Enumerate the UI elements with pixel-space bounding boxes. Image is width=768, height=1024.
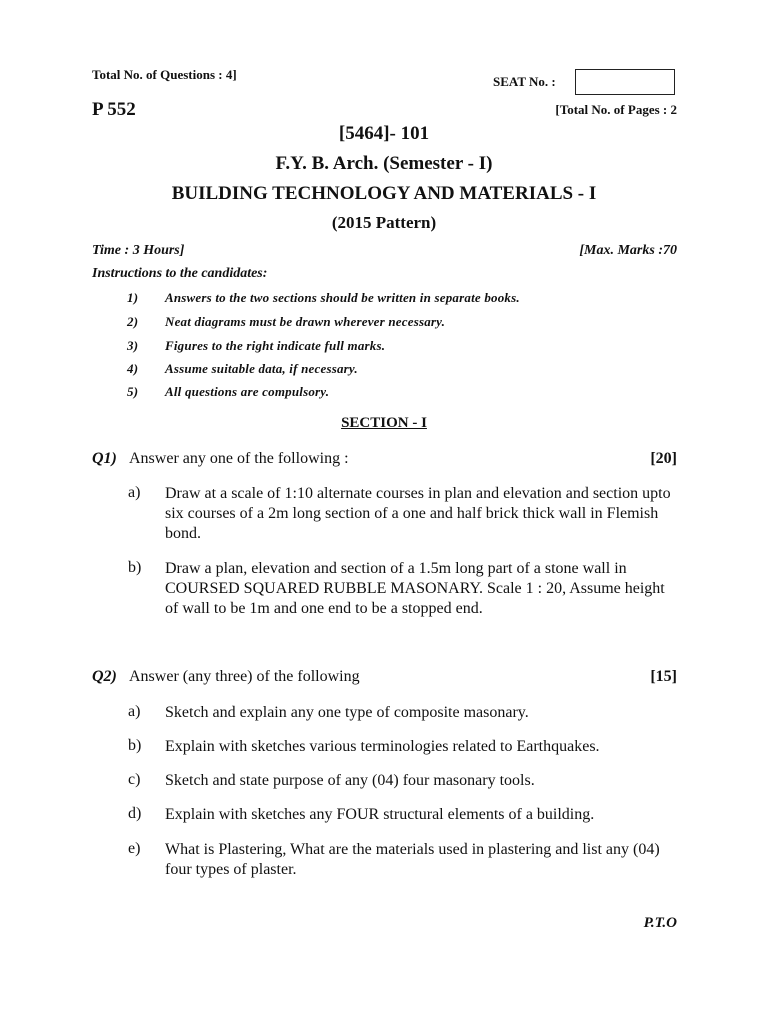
- seat-number-box: [575, 69, 675, 95]
- part-text: Explain with sketches any FOUR structural elements of a building.: [165, 806, 595, 823]
- instruction-text: Neat diagrams must be drawn wherever necessary.: [165, 314, 446, 329]
- seat-label: SEAT No. :: [493, 74, 556, 89]
- question-prompt: Answer (any three) of the following: [129, 668, 360, 685]
- part-label: a): [128, 703, 141, 720]
- time-allowed: Time : 3 Hours]: [92, 243, 185, 258]
- part-text: What is Plastering, What are the materials used in plastering and list any (04) four types of plaster.: [165, 841, 660, 878]
- part-label: b): [128, 737, 142, 754]
- part-label: b): [128, 559, 142, 576]
- section-heading: SECTION - I: [341, 415, 427, 431]
- instruction-text: All questions are compulsory.: [165, 384, 330, 399]
- instruction-number: 4): [127, 361, 139, 376]
- instructions-heading: Instructions to the candidates:: [92, 266, 268, 281]
- part-text: Draw at a scale of 1:10 alternate courses in plan and elevation and section upto six courses of a 2m long section of a one and half brick thick wall in Flemish bond.: [165, 485, 671, 542]
- part-text: Sketch and explain any one type of composite masonary.: [165, 704, 529, 721]
- part-text: Sketch and state purpose of any (04) four masonary tools.: [165, 772, 535, 789]
- page-turn-note: P.T.O: [643, 915, 677, 931]
- part-label: c): [128, 771, 141, 788]
- question-marks: [20]: [650, 450, 677, 467]
- pattern-label: (2015 Pattern): [331, 213, 437, 232]
- part-label: d): [128, 805, 142, 822]
- question-number: Q2): [92, 668, 117, 685]
- instruction-number: 1): [127, 290, 139, 305]
- question-marks: [15]: [650, 668, 677, 685]
- instruction-text: Figures to the right indicate full marks.: [165, 338, 386, 353]
- exam-code: [5464]- 101: [338, 123, 430, 144]
- paper-code: P 552: [92, 99, 136, 120]
- instruction-number: 2): [127, 314, 139, 329]
- total-questions: Total No. of Questions : 4]: [92, 67, 237, 82]
- subject-title: BUILDING TECHNOLOGY AND MATERIALS - I: [171, 183, 597, 204]
- part-text: Explain with sketches various terminologies related to Earthquakes.: [165, 738, 600, 755]
- instruction-text: Assume suitable data, if necessary.: [165, 361, 358, 376]
- instruction-number: 3): [127, 338, 139, 353]
- course-title: F.Y. B. Arch. (Semester - I): [275, 153, 493, 174]
- part-text: Draw a plan, elevation and section of a 1.5m long part of a stone wall in COURSED SQUARED RUBBLE MASONARY. Scale 1 : 20, Assume height of wall to be 1m and one end to be a stopped end.: [165, 560, 665, 617]
- instruction-number: 5): [127, 384, 139, 399]
- question-prompt: Answer any one of the following :: [129, 450, 349, 467]
- max-marks: [Max. Marks :70: [579, 243, 677, 258]
- instruction-text: Answers to the two sections should be written in separate books.: [165, 290, 520, 305]
- total-pages: [Total No. of Pages : 2: [555, 102, 677, 117]
- part-label: e): [128, 840, 141, 857]
- question-number: Q1): [92, 450, 117, 467]
- part-label: a): [128, 484, 141, 501]
